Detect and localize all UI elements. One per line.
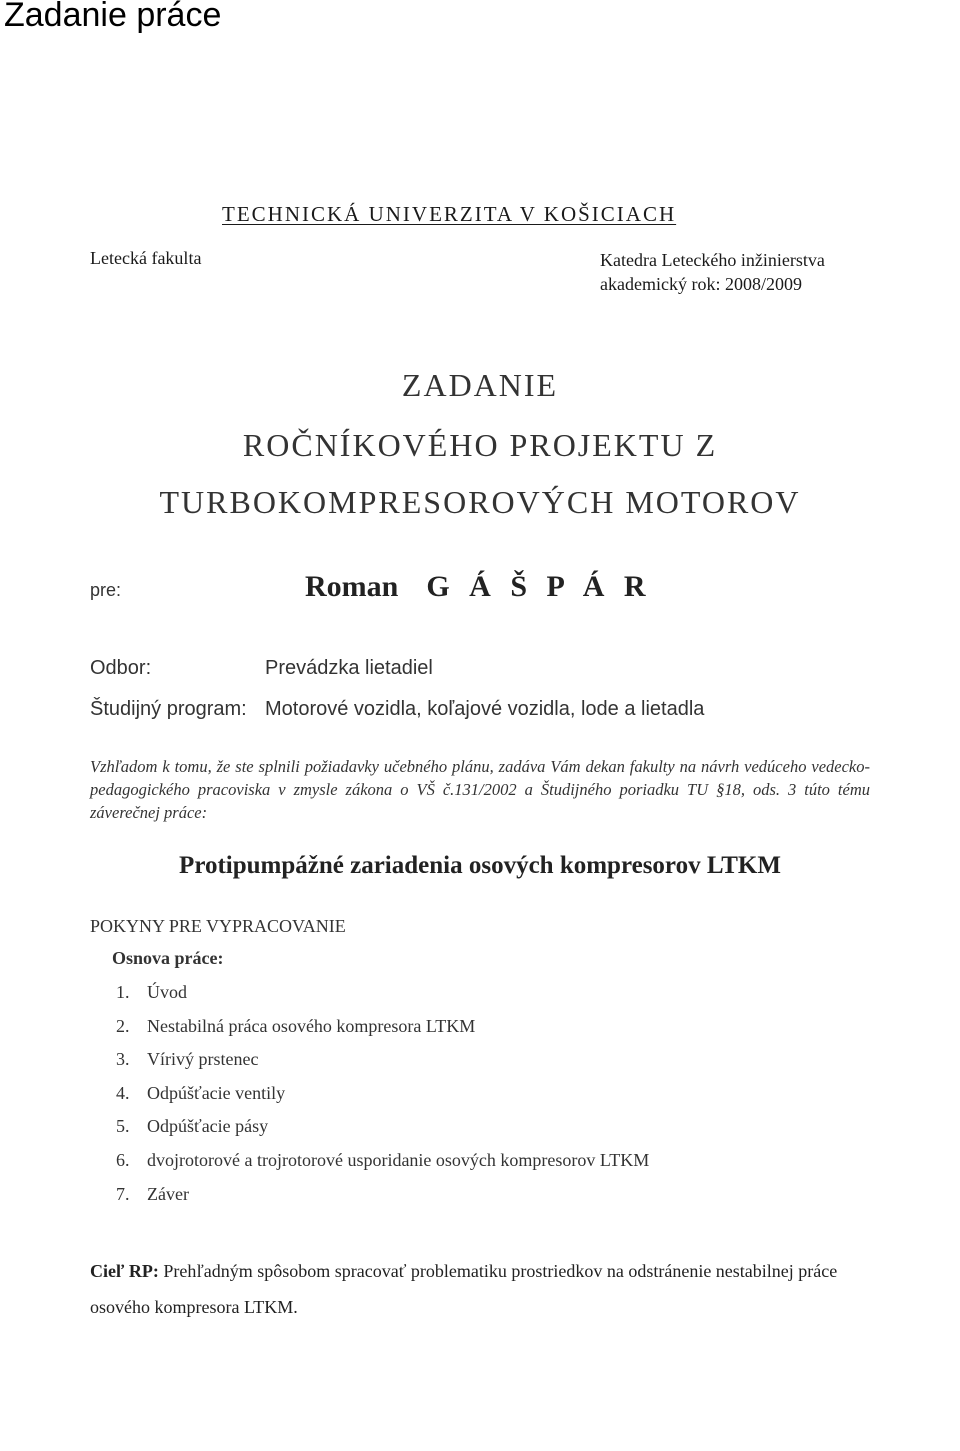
- instructions-title: POKYNY PRE VYPRACOVANIE: [90, 916, 346, 936]
- outline-item: [116, 1184, 649, 1218]
- outline-item-number: 1.: [116, 982, 130, 1002]
- outline-item-number: 3.: [116, 1049, 130, 1070]
- outline-item-number: 7.: [116, 1183, 130, 1204]
- intro-paragraph: Vzhľadom k tomu, že ste splnili požiadavky učebného plánu, zadáva Vám dekan fakulty na návrh vedúceho vedecko-pedagogického pracoviska v zmysle zákona o VŠ č.131/2002 a Študijného poriadku TU §18, ods. 3 túto tému záverečnej práce:: [90, 757, 870, 822]
- outline-item: [116, 1016, 649, 1050]
- outline-item-text: Odpúšťacie ventily: [147, 1082, 286, 1103]
- faculty-name: Letecká fakulta: [90, 248, 202, 268]
- outline-item: [116, 1116, 649, 1150]
- field-value: Prevádzka lietadiel: [265, 657, 433, 679]
- department-block: [600, 248, 825, 296]
- outline-item-text: dvojrotorové a trojrotorové usporidanie osových kompresorov LTKM: [147, 1149, 650, 1170]
- outline-item-text: Odpúšťacie pásy: [147, 1116, 269, 1137]
- outline-item-text: Úvod: [147, 982, 187, 1002]
- for-label: pre:: [90, 580, 122, 600]
- outline-item-number: 5.: [116, 1116, 130, 1137]
- outline-list: [116, 982, 649, 1217]
- goal-text: Prehľadným spôsobom spracovať problematiku prostriedkov na odstránenie nestabilnej práce osového kompresora LTKM.: [90, 1261, 838, 1317]
- outline-item-text: Záver: [147, 1183, 189, 1204]
- outline-item-number: 6.: [116, 1149, 130, 1170]
- page-heading: Zadanie práce: [4, 0, 222, 34]
- outline-title: Osnova práce:: [112, 948, 224, 968]
- outline-item-number: 2.: [116, 1015, 130, 1036]
- field-label: Odbor:: [90, 657, 152, 679]
- thesis-topic: Protipumpážné zariadenia osových kompresorov LTKM: [179, 852, 781, 879]
- student-name: [305, 570, 652, 604]
- outline-item: [116, 1049, 649, 1083]
- goal-label: Cieľ RP:: [90, 1261, 159, 1281]
- outline-item: [116, 982, 649, 1016]
- university-name: TECHNICKÁ UNIVERZITA V KOŠICIACH: [222, 202, 677, 226]
- outline-item-text: Nestabilná práca osového kompresora LTKM: [147, 1015, 476, 1036]
- title-line-2: ROČNÍKOVÉHO PROJEKTU Z: [242, 427, 718, 463]
- title-line-1: ZADANIE: [401, 367, 559, 403]
- outline-item: [116, 1083, 649, 1117]
- outline-item: [116, 1150, 649, 1184]
- program-value: Motorové vozidla, koľajové vozidla, lode a lietadla: [265, 698, 705, 720]
- student-surname: G Á Š P Á R: [426, 570, 652, 603]
- outline-item-text: Vírivý prstenec: [147, 1049, 259, 1070]
- title-line-3: TURBOKOMPRESOROVÝCH MOTOROV: [159, 484, 801, 520]
- department-name: Katedra Leteckého inžinierstva: [600, 250, 825, 270]
- academic-year: akademický rok: 2008/2009: [600, 274, 802, 294]
- outline-item-number: 4.: [116, 1082, 130, 1103]
- goal-paragraph: [90, 1253, 880, 1325]
- student-first-name: Roman: [305, 570, 399, 603]
- program-label: Študijný program:: [90, 698, 247, 720]
